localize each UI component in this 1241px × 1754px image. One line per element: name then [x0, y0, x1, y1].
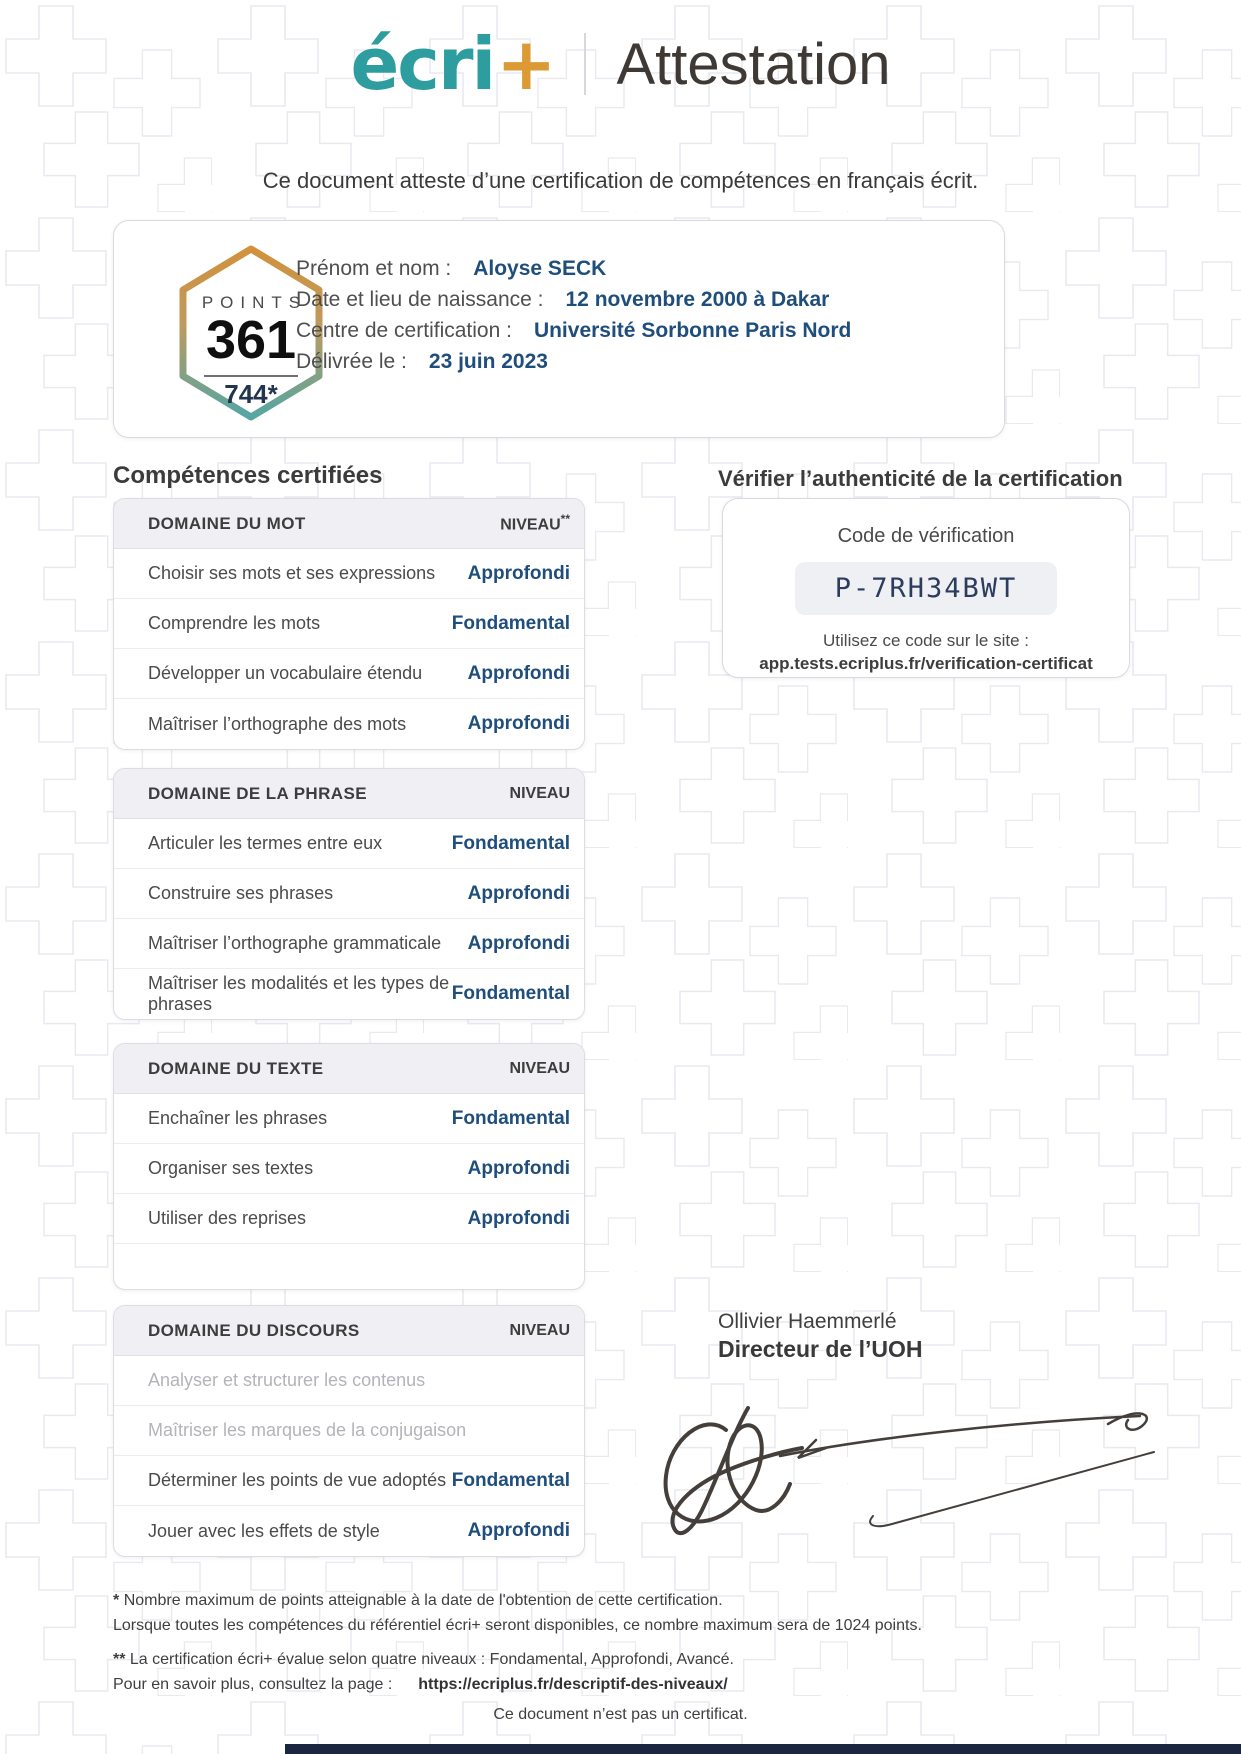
header-divider	[584, 33, 586, 95]
verification-instruction: Utilisez ce code sur le site :	[823, 631, 1029, 650]
skill-label: Utiliser des reprises	[148, 1208, 307, 1228]
domain-title: DOMAINE DU MOT	[148, 513, 306, 533]
summary-card	[113, 220, 1005, 438]
table-row-disabled	[114, 1356, 584, 1406]
table-row	[114, 869, 584, 919]
level-value: Approfondi	[467, 713, 570, 734]
table-row	[114, 1144, 584, 1194]
points-divider	[204, 375, 298, 377]
skill-label: Maîtriser les marques de la conjugaison	[148, 1420, 467, 1440]
footnote-2-marker: **	[113, 1651, 126, 1668]
table-header	[114, 1306, 584, 1356]
skill-label: Jouer avec les effets de style	[148, 1520, 380, 1541]
table-row	[114, 1456, 584, 1506]
table-row-empty	[114, 1244, 584, 1290]
field-date	[296, 350, 851, 372]
field-birth	[296, 288, 851, 310]
level-value: Approfondi	[467, 1520, 570, 1541]
field-name	[296, 257, 851, 279]
points-label: POINTS	[201, 293, 308, 312]
footnote-1-line-2: Lorsque toutes les compétences du référentiel écri+ seront disponibles, ce nombre maximum sera de 1024 points.	[113, 1617, 922, 1634]
field-name-label: Prénom et nom :	[296, 257, 452, 280]
verification-code-label: Code de vérification	[837, 525, 1015, 547]
level-column-header: NIVEAU**	[500, 512, 570, 534]
skill-label: Maîtriser l’orthographe grammaticale	[148, 933, 442, 953]
level-value: Fondamental	[451, 1107, 570, 1129]
logo-text-ecri: écri	[350, 22, 495, 106]
level-value: Approfondi	[467, 562, 570, 584]
domain-title: DOMAINE DE LA PHRASE	[148, 783, 367, 803]
points-max-value: 744*	[224, 379, 278, 409]
logo-plus-icon: +	[496, 22, 555, 106]
skill-label: Organiser ses textes	[148, 1158, 314, 1178]
verification-heading: Vérifier l’authenticité de la certification	[718, 466, 1123, 491]
verification-card	[722, 498, 1130, 678]
level-value: Fondamental	[451, 612, 570, 634]
field-date-value: 23 juin 2023	[428, 350, 548, 373]
level-column-header: NIVEAU	[509, 1321, 570, 1339]
signatory-name: Ollivier Haemmerlé	[718, 1310, 897, 1333]
disclaimer-text: Ce document n’est pas un certificat.	[493, 1706, 748, 1723]
signatory-title: Directeur de l’UOH	[718, 1336, 923, 1362]
table-row	[114, 1094, 584, 1144]
certificate-fields	[296, 257, 851, 381]
table-row	[114, 969, 584, 1019]
verification-code-box	[795, 562, 1058, 615]
skill-label: Articuler les termes entre eux	[148, 833, 383, 853]
table-domaine-de-la-phrase	[113, 768, 585, 1020]
document-title: Attestation	[616, 31, 891, 97]
skill-label: Enchaîner les phrases	[148, 1108, 328, 1128]
field-birth-value: 12 novembre 2000 à Dakar	[565, 288, 830, 311]
table-header	[114, 499, 584, 549]
domain-title: DOMAINE DU TEXTE	[148, 1058, 324, 1078]
field-date-label: Délivrée le :	[296, 350, 407, 373]
level-value: Approfondi	[467, 1207, 570, 1229]
field-birth-label: Date et lieu de naissance :	[296, 288, 544, 311]
table-row-disabled	[114, 1406, 584, 1456]
field-center-label: Centre de certification :	[296, 319, 512, 342]
skill-label: Analyser et structurer les contenus	[148, 1370, 426, 1390]
level-column-header: NIVEAU	[509, 1059, 570, 1077]
table-header	[114, 1044, 584, 1094]
footnote-2-line-2: Pour en savoir plus, consultez la page : https://ecriplus.fr/descriptif-des-niveaux/	[113, 1676, 728, 1693]
table-row	[114, 699, 584, 749]
competences-heading: Compétences certifiées	[113, 462, 383, 489]
level-value: Fondamental	[451, 832, 570, 854]
table-row	[114, 599, 584, 649]
skill-label: Choisir ses mots et ses expressions	[148, 563, 436, 583]
table-row	[114, 819, 584, 869]
skill-label: Déterminer les points de vue adoptés	[148, 1470, 447, 1490]
bottom-accent-bar	[285, 1744, 1241, 1754]
table-header	[114, 769, 584, 819]
skill-label: Maîtriser l’orthographe des mots	[148, 713, 407, 734]
level-value: Approfondi	[467, 932, 570, 954]
table-row	[114, 649, 584, 699]
level-column-header: NIVEAU	[509, 784, 570, 802]
document-header	[0, 22, 1241, 106]
level-value: Fondamental	[451, 1469, 570, 1491]
skill-label: Comprendre les mots	[148, 613, 321, 633]
level-note-marker: **	[560, 512, 570, 527]
table-row	[114, 1506, 584, 1556]
footnote-1-marker: *	[113, 1592, 120, 1609]
table-row	[114, 1194, 584, 1244]
document-subtitle: Ce document atteste d’une certification de compétences en français écrit.	[262, 168, 979, 193]
level-value: Approfondi	[467, 662, 570, 684]
table-row	[114, 549, 584, 599]
footnotes	[113, 1588, 1133, 1697]
field-center	[296, 319, 851, 341]
level-value: Fondamental	[451, 983, 570, 1004]
footnote-2-line-1: ** La certification écri+ évalue selon quatre niveaux : Fondamental, Approfondi, Avancé.	[113, 1651, 734, 1668]
verification-url-link[interactable]: app.tests.ecriplus.fr/verification-certificat	[759, 654, 1093, 673]
skill-label: Maîtriser les modalités et les types de phrases	[148, 973, 450, 1014]
field-name-value: Aloyse SECK	[473, 257, 607, 280]
points-value: 361	[205, 310, 297, 370]
table-domaine-du-texte	[113, 1043, 585, 1290]
signature-image	[630, 1378, 1160, 1548]
field-center-value: Université Sorbonne Paris Nord	[533, 319, 852, 342]
footnote-1-line-1: * Nombre maximum de points atteignable à la date de l'obtention de cette certification.	[113, 1592, 723, 1609]
level-value: Approfondi	[467, 882, 570, 904]
table-domaine-du-discours	[113, 1305, 585, 1557]
level-value: Approfondi	[467, 1157, 570, 1179]
table-domaine-du-mot	[113, 498, 585, 750]
table-row	[114, 919, 584, 969]
skill-label: Construire ses phrases	[148, 883, 334, 903]
skill-label: Développer un vocabulaire étendu	[148, 663, 423, 683]
footnote-gap	[113, 1638, 1133, 1647]
domain-title: DOMAINE DU DISCOURS	[148, 1320, 360, 1340]
verification-code-value: P-7RH34BWT	[834, 573, 1018, 604]
levels-description-link[interactable]: https://ecriplus.fr/descriptif-des-niveaux/	[418, 1676, 728, 1693]
ecriplus-logo	[350, 22, 555, 106]
